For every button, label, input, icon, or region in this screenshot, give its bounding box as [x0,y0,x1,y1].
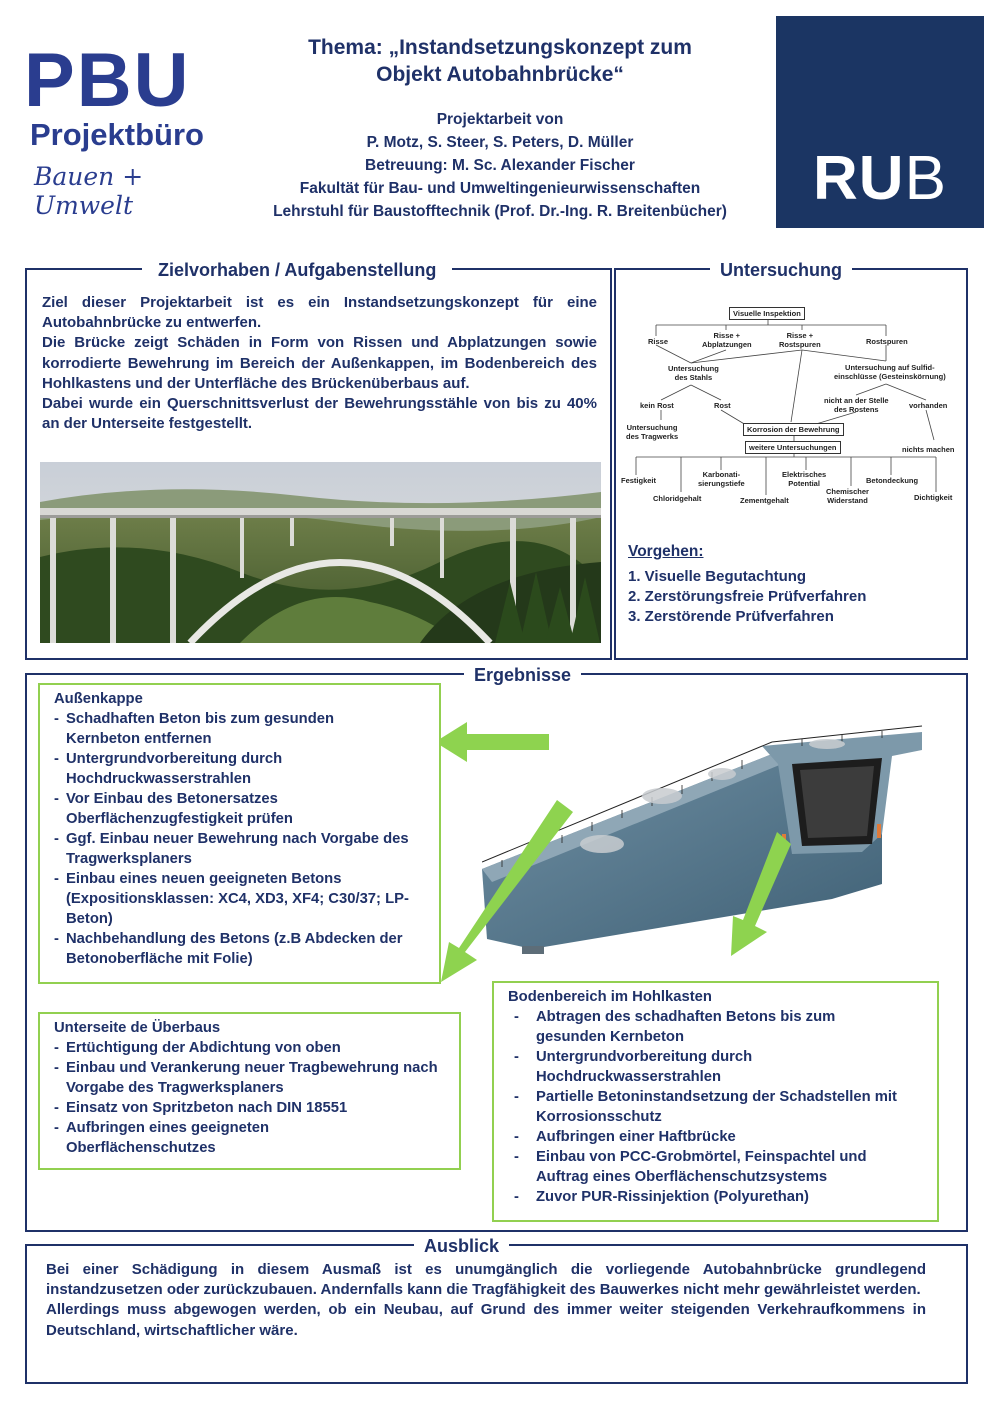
list-item: - Schadhaften Beton bis zum gesunden Kernbeton entfernen [54,709,386,749]
node-rost: Rost [714,401,731,410]
unterseite-box [38,1012,461,1170]
unterseite-list [54,1038,459,1158]
title-line-1: Thema: „Instandsetzungskonzept zum [308,36,692,59]
vorgehen-item: 3. Zerstörende Prüfverfahren [628,608,834,625]
ergebnisse-title: Ergebnisse [464,664,581,686]
logo-script-text: Bauen + Umwelt [34,162,144,220]
node-kein-rost: kein Rost [640,401,674,410]
vorgehen-item: 1. Visuelle Begutachtung [628,568,807,585]
node-nicht-an-stelle: nicht an der Stelle des Rostens [824,396,889,414]
rub-light: B [904,144,947,213]
vorgehen-title: Vorgehen: [628,543,704,560]
aussenkappe-box [38,683,441,984]
paragraph: Allerdings muss abgewogen werden, ob ein Neubau, auf Grund des immer weiter steigenden Verkehraufkommens in Deutschland, wirtschaftlicher wäre. [46,1301,926,1339]
node-dichtigkeit: Dichtigkeit [914,493,953,502]
list-item: - Einbau und Verankerung neuer Tragbewehrung nach Vorgabe des Tragwerksplaners [54,1058,451,1098]
node-root: Visuelle Inspektion [729,307,805,320]
project-info [250,108,750,223]
arrow-down-left-icon [441,800,573,982]
list-item: - Aufbringen eines geeigneten Oberflächenschutzes [54,1118,306,1158]
rub-logo [776,16,984,228]
node-karbonatisierung: Karbonati- sierungstiefe [698,470,745,488]
aussenkappe-title: Außenkappe [54,691,143,707]
info-line: Projektarbeit von [436,111,564,128]
zielvorhaben-title: Zielvorhaben / Aufgabenstellung [142,259,452,281]
aussenkappe-list [54,709,439,969]
list-item: - Ertüchtigung der Abdichtung von oben [54,1038,459,1058]
list-item: - Untergrundvorbereitung durch Hochdruckwasserstrahlen [54,749,346,789]
logo-sub-text: Projektbüro [30,117,204,152]
list-item: - Einsatz von Spritzbeton nach DIN 18551 [54,1098,459,1118]
logo-big-text: PBU [24,38,191,123]
node-untersuchung-sulfid: Untersuchung auf Sulfid- einschlüsse (Gesteinskörnung) [834,363,946,381]
node-zementgehalt: Zementgehalt [740,496,789,505]
node-nichts-machen: nichts machen [902,445,955,454]
pbu-logo [24,38,244,220]
node-betondeckung: Betondeckung [866,476,919,485]
list-item: - Einbau eines neuen geeigneten Betons (Expositionsklassen: XC4, XD3, XF4; C30/37; LP-Beton) [54,869,431,929]
vorgehen-list [628,567,866,627]
paragraph: Dabei wurde ein Querschnittsverlust der Bewehrungsstähle von bis zu 40% an der Unterseite festgestellt. [42,395,597,433]
paragraph: Die Brücke zeigt Schäden in Form von Rissen und Abplatzungen sowie korrodierte Bewehrung im Bereich der Außenkappen, im Bodenbereich des Hohlkastens und der Unterfläche des Brückenüberbaus auf. [42,334,597,392]
inspection-flow-diagram [616,300,962,515]
info-line: P. Motz, S. Steer, S. Peters, D. Müller [366,134,634,151]
rub-logo-text [776,144,984,213]
paragraph: Bei einer Schädigung in diesem Ausmaß ist es unumgänglich die vorliegende Autobahnbrücke grundlegend instandzusetzen oder zurückzubauen. Andernfalls kann die Tragfähigkeit des Bauwerkes nicht mehr gewährleistet werden. [46,1261,926,1299]
unterseite-title: Unterseite de Überbaus [54,1020,221,1036]
node-risse-abplatzungen: Risse + Abplatzungen [702,331,752,349]
node-untersuchung-tragwerk: Untersuchung des Tragwerks [626,423,679,441]
node-risse-rostspuren: Risse + Rostspuren [779,331,821,349]
title-line-2: Objekt Autobahnbrücke“ [376,63,624,86]
info-line: Betreuung: M. Sc. Alexander Fischer [365,157,635,174]
list-item: - Zuvor PUR-Rissinjektion (Polyurethan) [514,1187,937,1207]
list-item: - Nachbehandlung des Betons (z.B Abdecken der Betonoberfläche mit Folie) [54,929,426,969]
node-rostspuren: Rostspuren [866,337,908,346]
node-chemischer-widerstand: Chemischer Widerstand [826,487,869,505]
node-elektrisches-potential: Elektrisches Potential [782,470,827,488]
bodenbereich-list [508,1007,937,1207]
rub-bold: RU [813,144,905,213]
arrow-left-icon [435,722,549,762]
node-chloridgehalt: Chloridgehalt [653,494,702,503]
node-weitere: weitere Untersuchungen [745,441,841,454]
paragraph: Ziel dieser Projektarbeit ist es ein Instandsetzungskonzept für eine Autobahnbrücke zu entwerfen. [42,294,597,332]
ausblick-text [46,1260,926,1341]
node-festigkeit: Festigkeit [621,476,657,485]
node-vorhanden: vorhanden [909,401,948,410]
list-item: - Ggf. Einbau neuer Bewehrung nach Vorgabe des Tragwerksplaners [54,829,426,869]
page-title [250,34,750,88]
bridge-photo [40,462,601,643]
info-line: Fakultät für Bau- und Umweltingenieurwissenschaften [299,180,701,197]
vorgehen-item: 2. Zerstörungsfreie Prüfverfahren [628,588,867,605]
node-untersuchung-stahl: Untersuchung des Stahls [668,364,719,382]
list-item: - Untergrundvorbereitung durch Hochdruckwasserstrahlen [514,1047,796,1087]
bodenbereich-box [492,981,939,1222]
list-item: - Vor Einbau des Betonersatzes Oberflächenzugfestigkeit prüfen [54,789,326,829]
ausblick-title: Ausblick [414,1235,509,1257]
zielvorhaben-text [42,293,597,434]
untersuchung-title: Untersuchung [710,259,852,281]
list-item: - Einbau von PCC-Grobmörtel, Feinspachtel und Auftrag eines Oberflächenschutzsystems [514,1147,921,1187]
info-line: Lehrstuhl für Baustofftechnik (Prof. Dr.-Ing. R. Breitenbücher) [273,203,727,220]
arrow-down-right-icon [731,832,791,956]
list-item: - Partielle Betoninstandsetzung der Schadstellen mit Korrosionsschutz [514,1087,921,1127]
list-item: - Abtragen des schadhaften Betons bis zum gesunden Kernbeton [514,1007,896,1047]
bodenbereich-title: Bodenbereich im Hohlkasten [508,989,712,1005]
node-risse: Risse [648,337,669,346]
node-korrosion: Korrosion der Bewehrung [743,423,844,436]
list-item: - Aufbringen einer Haftbrücke [514,1127,937,1147]
arrows-layer [425,720,955,1000]
